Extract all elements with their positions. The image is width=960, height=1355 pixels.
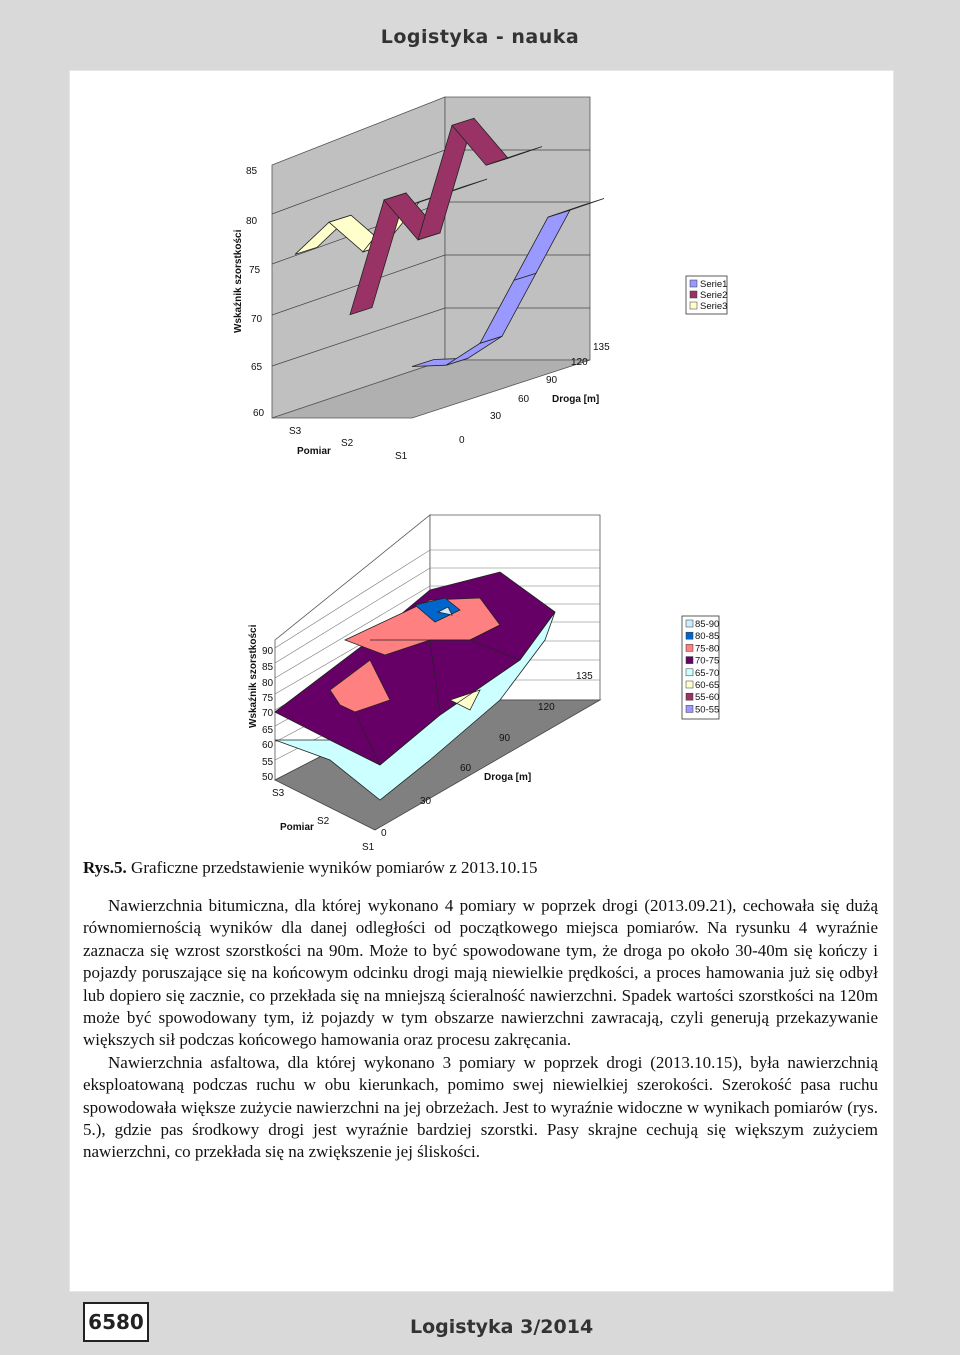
chart1-ytick: 85	[246, 166, 258, 177]
chart1-ytick: 60	[253, 408, 265, 419]
legend-swatch	[686, 669, 693, 676]
chart1-ztick: S3	[289, 426, 302, 437]
legend-label: Serie2	[700, 290, 728, 301]
legend-swatch	[686, 657, 693, 664]
chart2-xtick: 90	[499, 733, 511, 744]
legend-label: 75-80	[695, 643, 720, 655]
chart2-xtick: 135	[576, 671, 593, 682]
legend-swatch	[686, 644, 693, 651]
chart2-ytick: 85	[262, 662, 274, 673]
figure-caption-text: Graficzne przedstawienie wyników pomiarów z 2013.10.15	[126, 858, 538, 877]
chart2-ztick: S3	[272, 788, 285, 799]
chart1-xtick: 60	[518, 394, 530, 405]
chart2-ztick: S1	[362, 842, 375, 853]
figure-caption-number: Rys.5.	[83, 858, 127, 877]
legend-label: 70-75	[695, 655, 720, 667]
figure-caption	[83, 858, 538, 878]
chart2-xtick: 0	[381, 828, 387, 839]
chart1-xtick: 135	[593, 342, 610, 353]
chart2-ztick: S2	[317, 816, 330, 827]
chart2-ytick: 80	[262, 678, 274, 689]
chart2-ytick: 70	[262, 708, 274, 719]
chart1-zlabel: Pomiar	[297, 446, 331, 457]
chart1-xtick: 30	[490, 411, 502, 422]
chart1-xtick: 90	[546, 375, 558, 386]
chart-1	[233, 97, 727, 462]
legend-label: 85-90	[695, 619, 720, 630]
body-text	[83, 895, 878, 1164]
legend-label: Serie1	[700, 279, 728, 290]
chart2-ytick: 50	[262, 772, 274, 783]
legend-swatch	[690, 291, 697, 298]
chart1-xlabel: Droga [m]	[552, 394, 600, 405]
chart1-xtick: 120	[571, 357, 588, 368]
legend-swatch	[686, 632, 693, 639]
chart2-xlabel: Droga [m]	[484, 772, 532, 783]
running-header: Logistyka - nauka	[380, 26, 580, 48]
chart2-xtick: 120	[538, 702, 555, 713]
chart2-zlabel: Pomiar	[280, 822, 314, 833]
chart1-xtick: 0	[459, 435, 465, 446]
legend-label: 80-85	[695, 631, 720, 643]
chart2-ytick: 65	[262, 725, 274, 736]
legend-label: 50-55	[695, 704, 720, 716]
paragraph: Nawierzchnia bitumiczna, dla której wykonano 4 pomiary w poprzek drogi (2013.09.21), cechowała się dużą równomiernością wyników dla danej odległości od początkowego miejsca pomiarów. Na rysunku 4 wyraźnie zaznacza się wzrost szorstkości na 90m. Może to być spowodowane tym, że droga po około 30-40m się kończy i pojazdy poruszające się na końcowym odcinku drogi mają niewielkie prędkości, a proces hamowania już się odbył lub dopiero się zacznie, co przekłada się na mniejszą ścieralność nawierzchni. Spadek wartości szorstkości na 120m może być spowodowany tym, iż pojazdy w tym obszarze nawierzchni zawracają, czyli generują przekazywanie większych sił podczas końcowego hamowania oraz procesu zakręcania.	[83, 896, 878, 1050]
chart1-legend	[686, 276, 727, 314]
chart2-ytick: 55	[262, 757, 274, 768]
paragraph: Nawierzchnia asfaltowa, dla której wykonano 3 pomiary w poprzek drogi (2013.10.15), była nawierzchnią eksploatowaną podczas ruchu w obu kierunkach, pomimo swej niewielkiej szerokości. Szerokość pasa ruchu spowodowała większe zużycie nawierzchni na jej obrzeżach. Jest to wyraźnie widoczne w wynikach pomiarów (rys. 5.), gdzie pas środkowy drogi jest wyraźnie bardziej szorstki. Pasy skrajne cechują się większym zużyciem nawierzchni, co przekłada się na zwiększenie jej śliskości.	[83, 1052, 878, 1162]
chart2-ytick: 90	[262, 646, 274, 657]
chart2-ytick: 75	[262, 693, 274, 704]
chart1-ylabel: Wskaźnik szorstkości	[233, 229, 244, 333]
chart1-ytick: 75	[249, 265, 261, 276]
chart1-ytick: 70	[251, 314, 263, 325]
legend-label: 55-60	[695, 692, 720, 704]
chart1-ztick: S1	[395, 451, 408, 462]
chart2-legend	[682, 616, 719, 719]
chart1-ytick: 65	[251, 362, 263, 373]
chart2-xtick: 60	[460, 763, 472, 774]
chart2-xtick: 30	[420, 796, 432, 807]
legend-label: 60-65	[695, 680, 720, 691]
chart-2	[248, 515, 719, 853]
chart2-ylabel: Wskaźnik szorstkości	[248, 624, 259, 728]
legend-swatch	[686, 681, 693, 688]
legend-swatch	[686, 620, 693, 627]
legend-swatch	[686, 693, 693, 700]
legend-swatch	[686, 705, 693, 712]
chart1-ztick: S2	[341, 438, 354, 449]
chart2-ytick: 60	[262, 740, 274, 751]
page-number: 6580	[83, 1302, 149, 1342]
legend-swatch	[690, 302, 697, 309]
journal-footer: Logistyka 3/2014	[410, 1316, 594, 1338]
legend-label: 65-70	[695, 667, 720, 679]
legend-swatch	[690, 280, 697, 287]
legend-label: Serie3	[700, 301, 728, 312]
chart1-ytick: 80	[246, 216, 258, 227]
